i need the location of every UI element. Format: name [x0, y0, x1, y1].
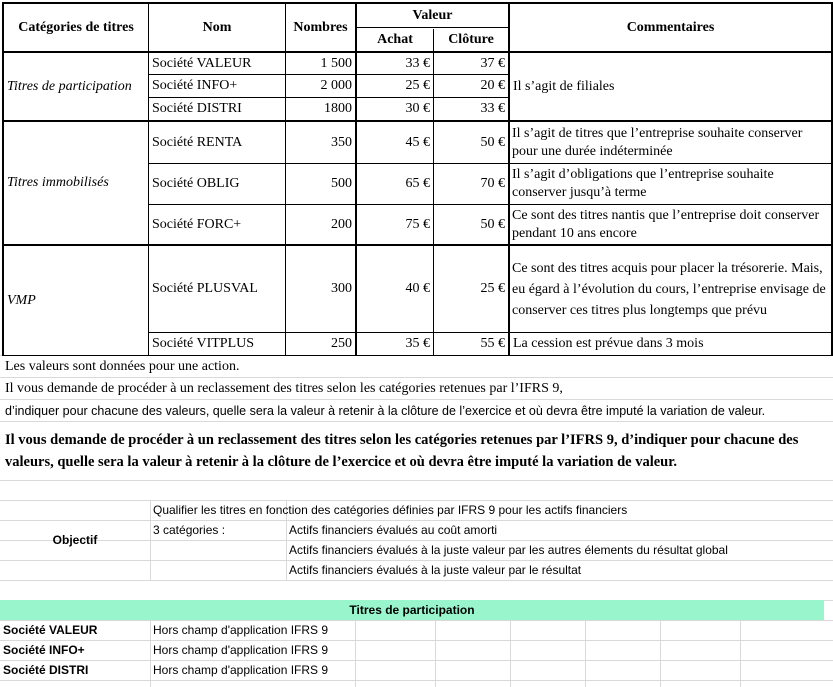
row-nom: Société FORC+ [152, 216, 242, 232]
comment-forc: Ce sont des titres nantis que l’entreprise doit conserver pendant 10 ans encore [512, 207, 820, 241]
row-nom: Société INFO+ [152, 78, 238, 93]
row-nombre: 350 [331, 134, 352, 150]
objectif-label: Objectif [52, 533, 98, 547]
row-achat: 25 € [405, 78, 430, 93]
header-cloture: Clôture [448, 31, 494, 47]
comment-plusval: Ce sont des titres acquis pour placer la trésorerie. Mais, eu égard à l’évolution du cours, l’entreprise envisage de conserver ces titres plus longtemps que prévu [512, 260, 826, 318]
category-titres-immobilises: Titres immobilisés [7, 175, 109, 190]
comment-renta: Il s’agit de titres que l’entreprise souhaite conserver pour une durée indéterminée [512, 125, 803, 159]
row-nom: Société PLUSVAL [152, 281, 258, 296]
row-nom: Société RENTA [152, 134, 243, 150]
header-nom: Nom [202, 19, 232, 35]
comment-filiales: Il s’agit de filiales [513, 78, 615, 94]
comment-vitplus: La cession est prévue dans 3 mois [513, 336, 704, 351]
category-vmp: VMP [7, 292, 36, 308]
row-nombre: 1800 [324, 101, 352, 116]
row-nombre: 250 [331, 336, 352, 351]
row-achat: 30 € [405, 101, 430, 116]
section-row-value: Hors champ d'application IFRS 9 [153, 643, 329, 657]
section-row-value: Hors champ d'application IFRS 9 [153, 663, 329, 677]
row-cloture: 37 € [480, 55, 505, 71]
row-achat: 35 € [405, 336, 430, 351]
header-achat: Achat [377, 31, 413, 47]
row-achat: 33 € [405, 55, 430, 71]
row-cloture: 50 € [480, 134, 505, 150]
note-line-2: Il vous demande de procéder à un reclassement des titres selon les catégories retenues par l’IFRS 9, [5, 380, 563, 396]
row-nombre: 1 500 [320, 55, 352, 71]
row-cloture: 55 € [480, 336, 505, 351]
row-nombre: 500 [331, 176, 352, 191]
note-line-1: Les valeurs sont données pour une action. [5, 358, 240, 374]
header-commentaires: Commentaires [626, 19, 715, 35]
row-cloture: 50 € [480, 216, 505, 232]
row-achat: 40 € [405, 281, 430, 296]
row-cloture: 20 € [480, 78, 505, 93]
objectif-category-2: Actifs financiers évalués à la juste valeur par les autres élements du résultat global [289, 543, 728, 557]
row-nom: Société DISTRI [152, 101, 242, 116]
section-row-name: Société VALEUR [3, 623, 98, 637]
row-nom: Société VITPLUS [152, 336, 255, 351]
row-cloture: 70 € [480, 176, 505, 191]
row-nom: Société OBLIG [152, 176, 240, 191]
row-cloture: 25 € [480, 281, 505, 296]
category-titres-participation: Titres de participation [7, 78, 132, 94]
row-achat: 65 € [405, 176, 430, 191]
header-nombres: Nombres [293, 19, 348, 35]
row-cloture: 33 € [480, 101, 505, 116]
note-bold-instruction: Il vous demande de procéder à un reclassement des titres selon les catégories retenues par l’IFRS 9, d’indiquer pour chacune des valeurs, quelle sera la valeur à retenir à la clôture de l’exercice et où devra être imputé la variation de valeur. [5, 432, 799, 470]
objectif-category-3: Actifs financiers évalués à la juste valeur par le résultat [289, 563, 582, 577]
objectif-category-1: Actifs financiers évalués au coût amorti [289, 523, 498, 537]
note-line-3: d’indiquer pour chacune des valeurs, quelle sera la valeur à retenir à la clôture de l’exercice et où devra être imputé la variation de valeur. [5, 403, 766, 418]
objectif-categories-label: 3 catégories : [153, 523, 226, 537]
header-categories: Catégories de titres [18, 19, 134, 35]
objectif-description: Qualifier les titres en fonction des catégories définies par IFRS 9 pour les actifs financiers [153, 503, 628, 517]
header-valeur: Valeur [412, 7, 453, 23]
section-header-titres-participation: Titres de participation [0, 600, 824, 620]
section-row-name: Société DISTRI [3, 663, 89, 677]
section-row-value: Hors champ d'application IFRS 9 [153, 623, 329, 637]
row-achat: 75 € [405, 216, 430, 232]
section-row-name: Société INFO+ [3, 643, 85, 657]
row-achat: 45 € [405, 134, 430, 150]
row-nom: Société VALEUR [152, 55, 252, 71]
row-nombre: 300 [331, 281, 352, 296]
comment-oblig: Il s’agit d’obligations que l’entreprise souhaite conserver jusqu’à terme [512, 167, 774, 200]
row-nombre: 200 [331, 216, 352, 232]
row-nombre: 2 000 [320, 78, 352, 93]
